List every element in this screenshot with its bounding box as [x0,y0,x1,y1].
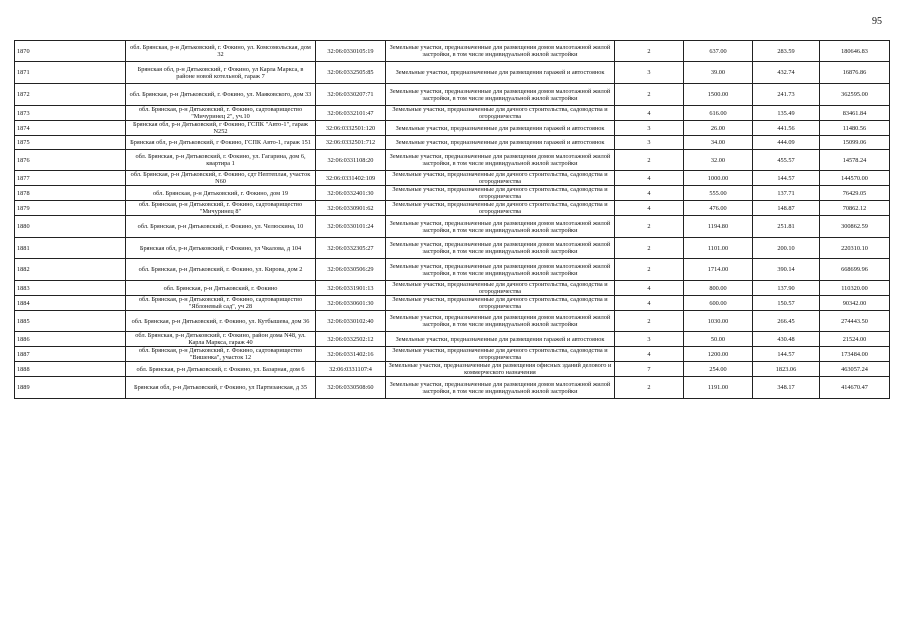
unit-value-cell: 444.09 [753,136,820,150]
cadastral-number-cell: 32:06:0332501:712 [316,136,386,150]
cadastral-value-cell: 83461.84 [820,106,890,121]
land-use-cell: Земельные участки, предназначенные для размещения гаражей и автостоянок [386,136,615,150]
unit-value-cell: 348.17 [753,377,820,399]
area-cell: 1714.00 [684,259,753,281]
unit-value-cell: 251.81 [753,216,820,238]
unit-value-cell: 135.49 [753,106,820,121]
category-cell: 2 [615,41,684,62]
area-cell: 637.00 [684,41,753,62]
area-cell: 800.00 [684,281,753,296]
land-use-cell: Земельные участки, предназначенные для размещения офисных зданий делового и коммерческого назначения [386,362,615,377]
unit-value-cell: 430.48 [753,332,820,347]
cadastral-value-cell: 76429.05 [820,186,890,201]
unit-value-cell: 455.57 [753,150,820,171]
area-cell: 1030.00 [684,311,753,332]
row-number-cell: 1877 [15,171,126,186]
category-cell: 2 [615,311,684,332]
address-cell: обл. Брянская, р-н Дятьковский, г. Фокино, садтоварищество "Яблоневый сад", уч 28 [126,296,316,311]
unit-value-cell: 200.10 [753,238,820,259]
cadastral-number-cell: 32:06:0330601:30 [316,296,386,311]
row-number-cell: 1874 [15,121,126,136]
cadastral-value-cell: 414670.47 [820,377,890,399]
row-number-cell: 1880 [15,216,126,238]
category-cell: 2 [615,150,684,171]
table-row [15,347,890,362]
cadastral-value-cell: 274443.50 [820,311,890,332]
area-cell: 1194.80 [684,216,753,238]
table-row [15,150,890,171]
cadastral-value-cell: 220310.10 [820,238,890,259]
cadastral-value-cell: 362595.00 [820,84,890,106]
row-number-cell: 1887 [15,347,126,362]
table-row [15,238,890,259]
category-cell: 2 [615,216,684,238]
cadastral-number-cell: 32:06:0330207:71 [316,84,386,106]
address-cell: обл. Брянская, р-н Дятьковский, г. Фокино, садтоварищество "Мичуринец 2", уч.10 [126,106,316,121]
table-row [15,259,890,281]
land-use-cell: Земельные участки, предназначенные для размещения гаражей и автостоянок [386,332,615,347]
address-cell: обл. Брянская, р-н Дятьковский, г. Фокино, ул. Кутбышева, дом 36 [126,311,316,332]
row-number-cell: 1878 [15,186,126,201]
row-number-cell: 1873 [15,106,126,121]
category-cell: 3 [615,62,684,84]
cadastral-number-cell: 32:06:0330102:40 [316,311,386,332]
table-row [15,186,890,201]
unit-value-cell: 266.45 [753,311,820,332]
land-use-cell: Земельные участки, предназначенные для дачного строительства, садоводства и огородничества [386,347,615,362]
page-number: 95 [872,16,882,27]
category-cell: 3 [615,121,684,136]
address-cell: обл. Брянская, р-н Дятьковский, г. Фокино, дом 19 [126,186,316,201]
table-row [15,62,890,84]
row-number-cell: 1889 [15,377,126,399]
category-cell: 4 [615,347,684,362]
unit-value-cell: 283.59 [753,41,820,62]
unit-value-cell: 150.57 [753,296,820,311]
address-cell: Брянская обл, р-н Дятьковский, г Фокино, ул Партизанская, д 35 [126,377,316,399]
cadastral-value-cell: 110320.00 [820,281,890,296]
row-number-cell: 1871 [15,62,126,84]
address-cell: Брянская обл, р-н Дятьковский, г Фокино, ул Карла Маркса, в районе новой котельной, гараж 7 [126,62,316,84]
table-row [15,296,890,311]
category-cell: 3 [615,136,684,150]
area-cell: 1191.00 [684,377,753,399]
address-cell: обл. Брянская, р-н Дятьковский, г. Фокино, ул. Гагарина, дом 6, квартира 1 [126,150,316,171]
cadastral-number-cell: 32:06:0330508:60 [316,377,386,399]
area-cell: 1200.00 [684,347,753,362]
land-use-cell: Земельные участки, предназначенные для размещения гаражей и автостоянок [386,121,615,136]
land-use-cell: Земельные участки, предназначенные для дачного строительства, садоводства и огородничества [386,281,615,296]
category-cell: 4 [615,296,684,311]
land-use-cell: Земельные участки, предназначенные для дачного строительства, садоводства и огородничества [386,201,615,216]
address-cell: обл. Брянская, р-н Дятьковский, г. Фокино [126,281,316,296]
cadastral-number-cell: 32:06:0331402:16 [316,347,386,362]
row-number-cell: 1876 [15,150,126,171]
cadastral-value-cell: 14578.24 [820,150,890,171]
table-row [15,121,890,136]
table-row [15,377,890,399]
cadastral-value-cell: 15099.06 [820,136,890,150]
land-use-cell: Земельные участки, предназначенные для размещения домов малоэтажной жилой застройки, в том числе индивидуальной жилой застройки [386,150,615,171]
category-cell: 2 [615,238,684,259]
land-use-cell: Земельные участки, предназначенные для размещения домов малоэтажной жилой застройки, в том числе индивидуальной жилой застройки [386,377,615,399]
row-number-cell: 1883 [15,281,126,296]
address-cell: обл. Брянская, р-н Дятьковский, г. Фокино, ул. Маяковского, дом 33 [126,84,316,106]
cadastral-number-cell: 32:06:0332501:120 [316,121,386,136]
cadastral-number-cell: 32:06:0332101:47 [316,106,386,121]
address-cell: Брянская обл, р-н Дятьковский, г Фокино, ул Чкалова, д 104 [126,238,316,259]
cadastral-value-cell: 21524.00 [820,332,890,347]
address-cell: обл. Брянская, р-н Дятьковский, г. Фокино, ул. Комсомольская, дом 32 [126,41,316,62]
cadastral-value-cell: 16876.86 [820,62,890,84]
row-number-cell: 1872 [15,84,126,106]
cadastral-number-cell: 32:06:0331107:4 [316,362,386,377]
land-use-cell: Земельные участки, предназначенные для дачного строительства, садоводства и огородничества [386,296,615,311]
cadastral-number-cell: 32:06:0332305:27 [316,238,386,259]
cadastral-number-cell: 32:06:0332502:12 [316,332,386,347]
table-row [15,311,890,332]
area-cell: 600.00 [684,296,753,311]
land-use-cell: Земельные участки, предназначенные для размещения домов малоэтажной жилой застройки, в том числе индивидуальной жилой застройки [386,41,615,62]
table-row [15,201,890,216]
cadastral-value-cell: 144570.00 [820,171,890,186]
row-number-cell: 1884 [15,296,126,311]
area-cell: 34.00 [684,136,753,150]
land-use-cell: Земельные участки, предназначенные для размещения домов малоэтажной жилой застройки, в том числе индивидуальной жилой застройки [386,259,615,281]
land-use-cell: Земельные участки, предназначенные для дачного строительства, садоводства и огородничества [386,171,615,186]
address-cell: обл. Брянская, р-н Дятьковский, г. Фокино, ул. Челюскина, 10 [126,216,316,238]
address-cell: обл. Брянская, р-н Дятьковский, г. Фокино, ул. Кирова, дом 2 [126,259,316,281]
area-cell: 26.00 [684,121,753,136]
unit-value-cell: 137.71 [753,186,820,201]
table-row [15,362,890,377]
unit-value-cell: 390.14 [753,259,820,281]
table-row [15,106,890,121]
cadastral-value-cell: 11480.56 [820,121,890,136]
category-cell: 4 [615,281,684,296]
table-row [15,136,890,150]
area-cell: 39.00 [684,62,753,84]
table-row [15,41,890,62]
cadastral-number-cell: 32:06:0330105:19 [316,41,386,62]
category-cell: 7 [615,362,684,377]
row-number-cell: 1870 [15,41,126,62]
cadastral-value-cell: 180646.83 [820,41,890,62]
row-number-cell: 1875 [15,136,126,150]
land-use-cell: Земельные участки, предназначенные для размещения домов малоэтажной жилой застройки, в том числе индивидуальной жилой застройки [386,311,615,332]
area-cell: 476.00 [684,201,753,216]
address-cell: обл. Брянская, р-н Дятьковский, г. Фокино, садтоварищество "Мичуринец 8" [126,201,316,216]
cadastral-value-cell: 90342.00 [820,296,890,311]
cadastral-number-cell: 32:06:0331901:13 [316,281,386,296]
cadastral-number-cell: 32:06:0330506:29 [316,259,386,281]
category-cell: 4 [615,171,684,186]
cadastral-value-cell: 173484.00 [820,347,890,362]
cadastral-number-cell: 32:06:0332401:30 [316,186,386,201]
unit-value-cell: 148.87 [753,201,820,216]
land-use-cell: Земельные участки, предназначенные для размещения домов малоэтажной жилой застройки, в том числе индивидуальной жилой застройки [386,238,615,259]
cadastral-value-cell: 463057.24 [820,362,890,377]
area-cell: 1500.00 [684,84,753,106]
row-number-cell: 1886 [15,332,126,347]
category-cell: 3 [615,332,684,347]
table-row [15,332,890,347]
cadastral-value-cell: 70862.12 [820,201,890,216]
address-cell: обл. Брянская, р-н Дятьковский, г. Фокино, ул. Базарная, дом 6 [126,362,316,377]
table-row [15,281,890,296]
land-use-cell: Земельные участки, предназначенные для дачного строительства, садоводства и огородничества [386,106,615,121]
area-cell: 1101.00 [684,238,753,259]
unit-value-cell: 144.57 [753,171,820,186]
row-number-cell: 1882 [15,259,126,281]
row-number-cell: 1888 [15,362,126,377]
unit-value-cell: 241.73 [753,84,820,106]
category-cell: 2 [615,377,684,399]
unit-value-cell: 441.56 [753,121,820,136]
table-body [15,41,890,399]
category-cell: 4 [615,106,684,121]
unit-value-cell: 1823.06 [753,362,820,377]
cadastral-number-cell: 32:06:0332505:85 [316,62,386,84]
area-cell: 254.00 [684,362,753,377]
table-row [15,216,890,238]
row-number-cell: 1881 [15,238,126,259]
category-cell: 4 [615,201,684,216]
address-cell: обл. Брянская, р-н Дятьковский, г. Фокино, сдт Нептеплая, участок N60 [126,171,316,186]
cadastral-value-cell: 300862.59 [820,216,890,238]
unit-value-cell: 432.74 [753,62,820,84]
area-cell: 616.00 [684,106,753,121]
table-row [15,84,890,106]
area-cell: 50.00 [684,332,753,347]
address-cell: обл. Брянская, р-н Дятьковский, г. Фокино, район дома N48, ул. Карла Маркса, гараж 40 [126,332,316,347]
row-number-cell: 1885 [15,311,126,332]
table-row [15,171,890,186]
row-number-cell: 1879 [15,201,126,216]
address-cell: Брянская обл, р-н Дятьковский, г Фокино, ГСПК Авто-1, гараж 151 [126,136,316,150]
unit-value-cell: 144.57 [753,347,820,362]
category-cell: 2 [615,84,684,106]
cadastral-number-cell: 32:06:0330901:62 [316,201,386,216]
area-cell: 555.00 [684,186,753,201]
cadastral-value-cell: 668699.96 [820,259,890,281]
land-use-cell: Земельные участки, предназначенные для размещения домов малоэтажной жилой застройки, в том числе индивидуальной жилой застройки [386,84,615,106]
unit-value-cell: 137.90 [753,281,820,296]
area-cell: 32.00 [684,150,753,171]
land-use-cell: Земельные участки, предназначенные для размещения гаражей и автостоянок [386,62,615,84]
land-use-cell: Земельные участки, предназначенные для дачного строительства, садоводства и огородничества [386,186,615,201]
land-use-cell: Земельные участки, предназначенные для размещения домов малоэтажной жилой застройки, в том числе индивидуальной жилой застройки [386,216,615,238]
category-cell: 4 [615,186,684,201]
cadastral-number-cell: 32:06:0331108:20 [316,150,386,171]
cadastral-number-cell: 32:06:0330101:24 [316,216,386,238]
land-plot-table [14,40,890,399]
cadastral-number-cell: 32:06:0331402:109 [316,171,386,186]
area-cell: 1000.00 [684,171,753,186]
address-cell: Брянская обл, р-н Дятьковский, г Фокино, ГСПК "Авто-1", гараж N252 [126,121,316,136]
address-cell: обл. Брянская, р-н Дятьковский, г. Фокино, садтоварищество "Вишенка", участок 12 [126,347,316,362]
category-cell: 2 [615,259,684,281]
